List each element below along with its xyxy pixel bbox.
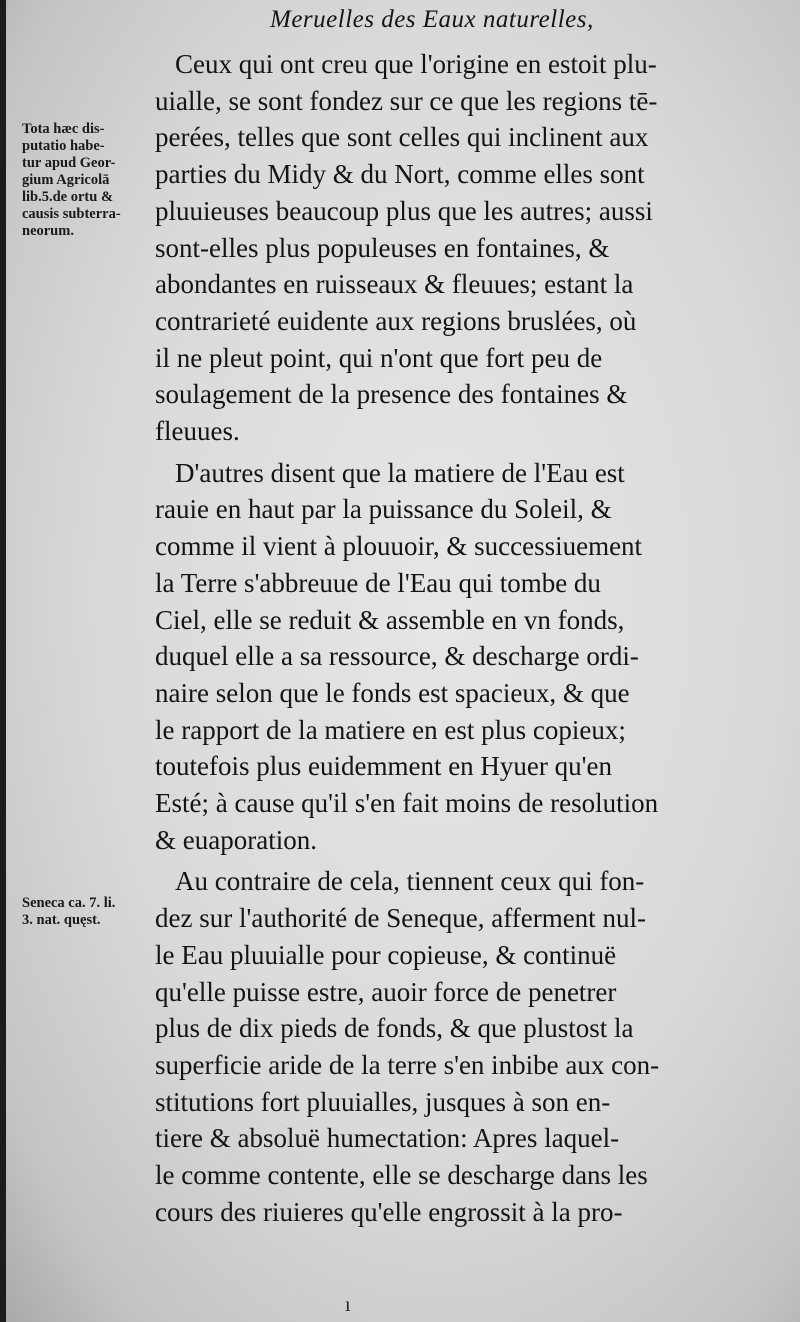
- margin-note-line: causis subterra-: [22, 206, 121, 222]
- text-line: D'autres disent que la matiere de l'Eau est: [175, 457, 625, 488]
- text-line: Esté; à cause qu'il s'en fait moins de resolution: [155, 788, 659, 819]
- text-line: rauie en haut par la puissance du Soleil, &: [155, 494, 612, 525]
- text-line: tiere & absoluë humectation: Apres laquel-: [155, 1123, 620, 1154]
- margin-note-seneca: [22, 895, 115, 929]
- text-line: sont-elles plus populeuses en fontaines, &: [155, 232, 610, 263]
- text-line: pluuieuses beaucoup plus que les autres; aussi: [155, 195, 653, 226]
- paragraph-3: [155, 863, 740, 1230]
- text-line: il ne pleut point, qui n'ont que fort peu de: [155, 342, 603, 373]
- text-line: & euaporation.: [155, 824, 317, 855]
- paragraph-2: [155, 455, 740, 859]
- body-text: [155, 46, 740, 1231]
- text-line: stitutions fort pluuialles, jusques à son en-: [155, 1086, 611, 1117]
- page-edge-shadow: [0, 0, 6, 1322]
- text-line: la Terre s'abbreuue de l'Eau qui tombe du: [155, 567, 601, 598]
- margin-note-line: gium Agricolā: [22, 172, 110, 188]
- text-line: Au contraire de cela, tiennent ceux qui fon-: [175, 866, 645, 897]
- text-line: Ciel, elle se reduit & assemble en vn fonds,: [155, 604, 625, 635]
- margin-note-line: Seneca ca. 7. li.: [22, 895, 116, 911]
- text-line: qu'elle puisse estre, auoir force de penetrer: [155, 976, 617, 1007]
- text-line: le Eau pluuialle pour copieuse, & continuë: [155, 939, 617, 970]
- text-line: comme il vient à plouuoir, & successiuement: [155, 531, 643, 562]
- text-line: duquel elle a sa ressource, & descharge ordi-: [155, 641, 639, 672]
- text-line: Ceux qui ont creu que l'origine en estoit plu-: [175, 49, 657, 79]
- text-line: toutefois plus euidemment en Hyuer qu'en: [155, 751, 613, 782]
- text-line: soulagement de la presence des fontaines &: [155, 379, 628, 410]
- text-line: contrarieté euidente aux regions bruslées, où: [155, 305, 637, 336]
- page-mark: ı: [345, 1294, 351, 1316]
- text-line: abondantes en ruisseaux & fleuues; estant la: [155, 269, 634, 300]
- margin-note-line: Tota hæc dis-: [22, 121, 105, 137]
- margin-note-line: neorum.: [22, 223, 74, 239]
- margin-note-line: lib.5.de ortu &: [22, 189, 114, 205]
- text-line: perées, telles que sont celles qui inclinent aux: [155, 122, 649, 153]
- text-line: fleuues.: [155, 416, 240, 447]
- text-line: plus de dix pieds de fonds, & que plustost la: [155, 1013, 634, 1044]
- text-line: cours des riuieres qu'elle engrossit à la pro-: [155, 1196, 623, 1227]
- text-line: uialle, se sont fondez sur ce que les regions tē-: [155, 85, 658, 116]
- margin-note-line: 3. nat. quęst.: [22, 912, 101, 928]
- text-line: le comme contente, elle se descharge dans les: [155, 1160, 648, 1191]
- text-line: dez sur l'authorité de Seneque, afferment nul-: [155, 903, 646, 934]
- text-line: superficie aride de la terre s'en inbibe aux con-: [155, 1049, 660, 1080]
- paragraph-1: [155, 46, 740, 450]
- running-head: Meruelles des Eaux naturelles,: [270, 6, 594, 33]
- text-line: naire selon que le fonds est spacieux, & que: [155, 677, 630, 708]
- margin-note-line: putatio habe-: [22, 138, 105, 154]
- text-line: le rapport de la matiere en est plus copieux;: [155, 714, 626, 745]
- margin-note-agricola: [22, 121, 121, 240]
- text-line: parties du Midy & du Nort, comme elles sont: [155, 159, 645, 190]
- margin-note-line: tur apud Geor-: [22, 155, 116, 171]
